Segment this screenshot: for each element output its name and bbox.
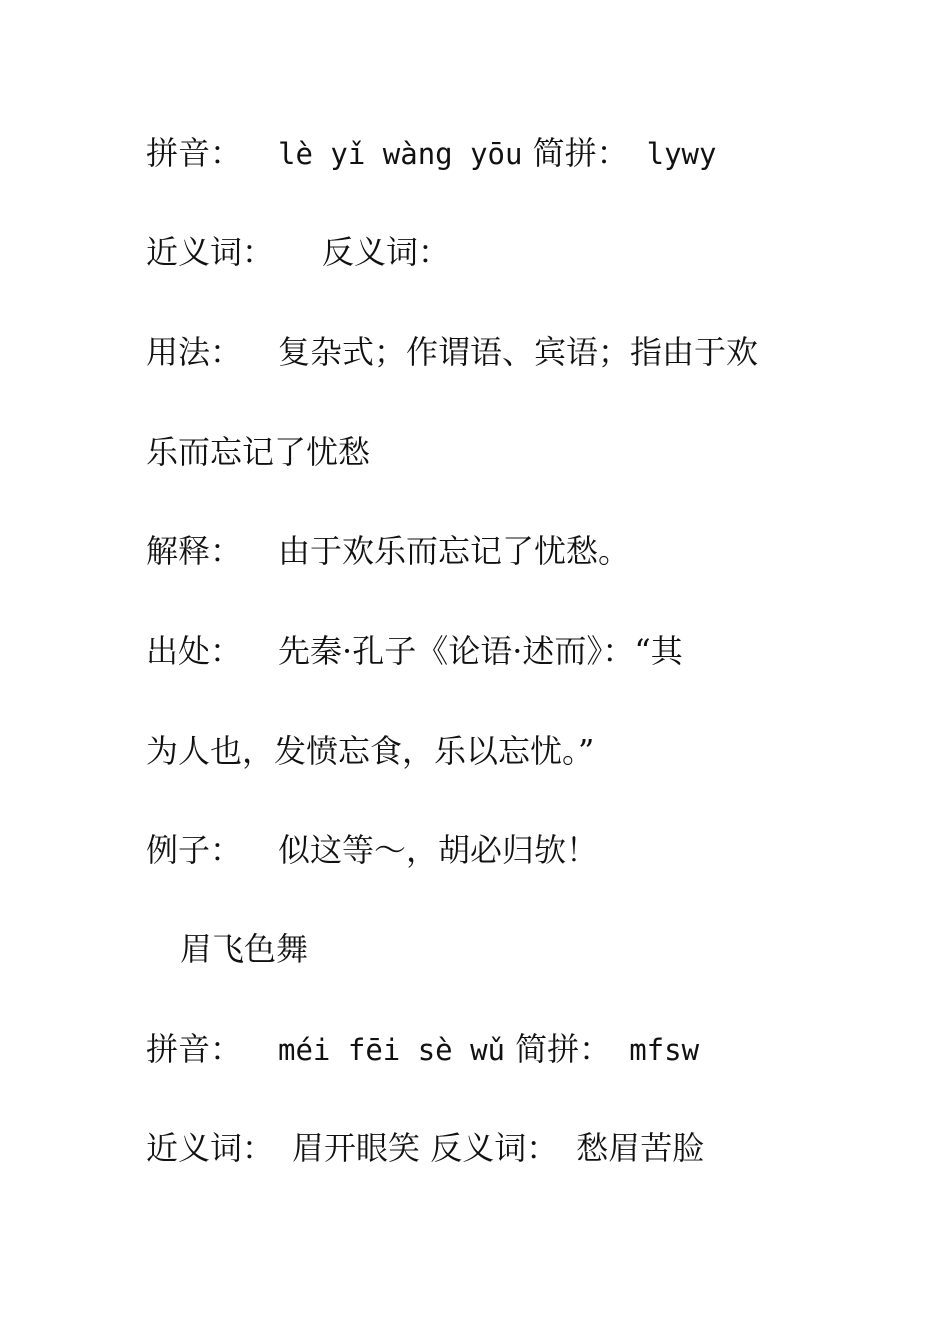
- example-label: 例子：: [146, 831, 243, 869]
- synonym-label: 近义词：: [146, 233, 275, 271]
- example-row: [146, 830, 826, 870]
- synonym-row-2: [146, 1128, 826, 1168]
- source-value-continued: 为人也，发愤忘食，乐以忘忧。”: [146, 732, 595, 770]
- synonym-label-2: 近义词：: [146, 1129, 275, 1167]
- synonym-value-2: 眉开眼笑: [292, 1129, 421, 1167]
- idiom-title-text: 眉飞色舞: [180, 930, 309, 968]
- usage-value-continued: 乐而忘记了忧愁: [146, 433, 371, 471]
- source-continuation: [146, 731, 826, 771]
- source-row: [146, 631, 826, 671]
- pinyin-value: lè yǐ wàng yōu: [278, 137, 523, 171]
- pinyin-value-2: méi fēi sè wǔ: [278, 1033, 505, 1067]
- meaning-value: 由于欢乐而忘记了忧愁。: [278, 532, 631, 570]
- synonym-row: [146, 232, 826, 272]
- antonym-label: 反义词：: [322, 233, 451, 271]
- example-value: 似这等～，胡必归欤！: [278, 831, 599, 869]
- meaning-label: 解释：: [146, 532, 243, 570]
- antonym-value-2: 愁眉苦脸: [576, 1129, 705, 1167]
- usage-value: 复杂式；作谓语、宾语；指由于欢: [278, 333, 759, 371]
- source-label: 出处：: [146, 632, 243, 670]
- abbr-label-2: 简拼：: [515, 1030, 612, 1068]
- abbr-value-2: mfsw: [629, 1033, 700, 1067]
- source-value: 先秦·孔子《论语·述而》：“其: [278, 632, 683, 670]
- pinyin-label-2: 拼音：: [146, 1030, 243, 1068]
- pinyin-row-2: [146, 1029, 826, 1070]
- idiom-title: [180, 929, 860, 969]
- pinyin-row: [146, 133, 826, 174]
- usage-row: [146, 332, 826, 372]
- abbr-label: 简拼：: [532, 134, 629, 172]
- antonym-label-2: 反义词：: [430, 1129, 559, 1167]
- meaning-row: [146, 531, 826, 571]
- pinyin-label: 拼音：: [146, 134, 243, 172]
- usage-continuation: [146, 432, 826, 472]
- abbr-value: lywy: [646, 137, 717, 171]
- usage-label: 用法：: [146, 333, 243, 371]
